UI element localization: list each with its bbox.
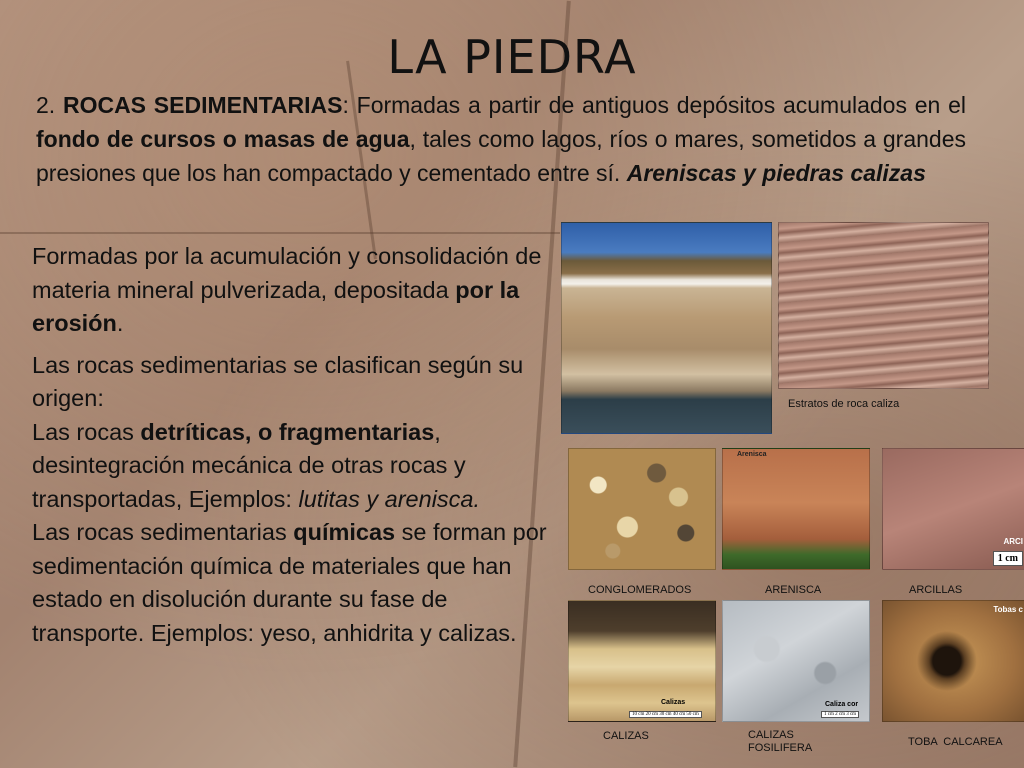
caption-arcillas: ARCILLAS [909,584,963,596]
clay-photo [882,448,1024,570]
paragraph-3-bold: detríticas, o fragmentarias [140,418,435,445]
intro-paragraph [36,88,966,190]
paragraph-2: Las rocas sedimentarias se clasifican según su origen: [32,351,524,411]
sandstone-photo [722,448,870,570]
tufa-photo [882,600,1024,722]
caption-calizas: CALIZAS [603,730,649,742]
intro-text-2: , tales como lagos, ríos o mares, sometidos a grandes presiones que los han compactado y cementado entre sí. [36,126,966,186]
page-title: LA PIEDRA [387,30,637,84]
body-text [32,240,552,650]
paragraph-1-bold: por la erosión [32,276,520,336]
paragraph-3-italic: lutitas y arenisca. [298,485,481,512]
arcillas-scale: 1 cm [993,551,1023,566]
paragraph-3-text-2: , desintegración mecánica de otras rocas y transportadas, Ejemplos: [32,418,466,512]
caption-calizas-fosilifera: CALIZAS FOSILIFERA [748,729,813,754]
paragraph-3-text: Las rocas [32,418,141,445]
paragraph-1 [32,240,552,341]
arenisca-tag: Arenisca [737,451,767,458]
paragraph-3 [32,416,552,517]
limestone-photo [568,600,716,722]
intro-text-1: : Formadas a partir de antiguos depósitos acumulados en el [342,92,966,118]
toba-tag: Tobas c [993,605,1023,614]
caption-toba: TOBA CALCAREA [908,736,1003,748]
paragraph-4-bold: químicas [293,519,396,545]
fosil-scale: 1 cm 2 cm 3 cm [821,711,859,718]
intro-bold-1: fondo de cursos o masas de agua [36,126,410,152]
background-crack [0,232,560,234]
arcillas-tag: ARCI [1003,537,1023,546]
paragraph-4-text-2: se forman por sedimentación química de materiales que han estado en disolución durante su fase de transporte. Ejemplos: yeso, anhidrita y calizas. [32,519,547,646]
calizas-scale: 10 cm 20 cm 30 cm 40 cm 50 cm [629,711,702,718]
paragraph-4 [32,516,552,650]
limestone-strata-photo [778,222,989,389]
intro-heading: ROCAS SEDIMENTARIAS [62,92,343,118]
paragraph-4-text: Las rocas sedimentarias [32,519,294,545]
caption-arenisca: ARENISCA [765,584,822,596]
fosil-tag: Caliza cor [825,701,859,708]
cliff-strata-photo [561,222,772,434]
caption-estratos: Estratos de roca caliza [788,398,900,410]
paragraph-1-end: . [116,310,124,336]
intro-examples: Areniscas y piedras calizas [626,160,926,186]
paragraph-1-text: Formadas por la acumulación y consolidación de materia mineral pulverizada, depositada [32,243,542,303]
fossil-limestone-photo [722,600,870,722]
intro-number: 2. [36,92,63,118]
conglomerate-photo [568,448,716,570]
calizas-tag: Calizas [661,699,686,706]
caption-conglomerados: CONGLOMERADOS [588,584,692,596]
